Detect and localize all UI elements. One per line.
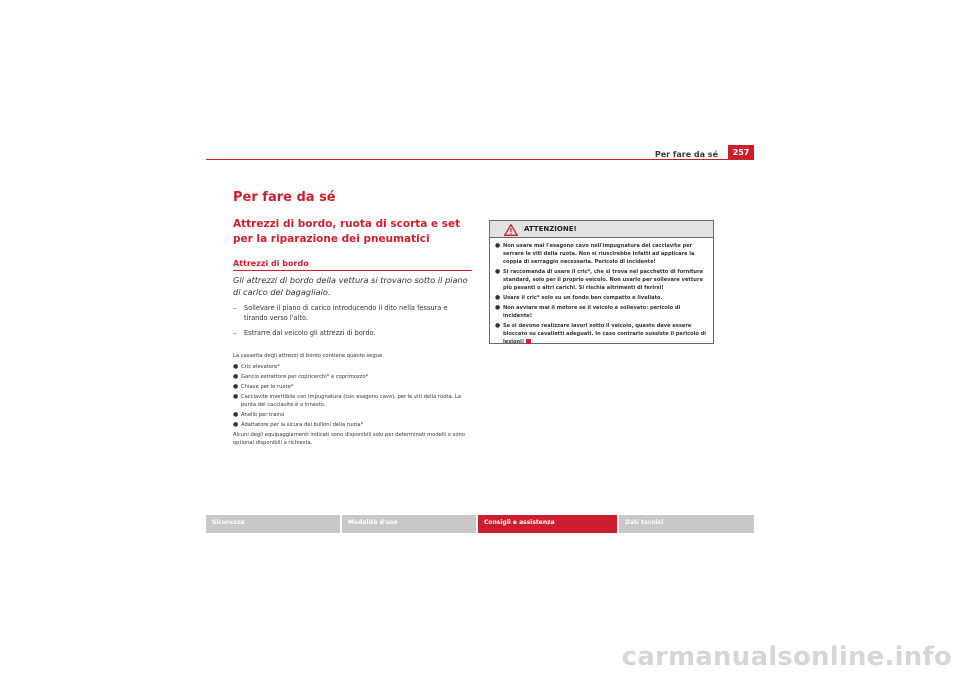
warning-triangle-icon bbox=[504, 224, 518, 236]
list-item: ● Adattatore per la sicura dei bulloni della ruota* bbox=[233, 421, 364, 428]
running-header-title: Per fare da sé bbox=[654, 150, 718, 159]
contents-block bbox=[233, 352, 473, 450]
step-item: – Estrarre dal veicolo gli attrezzi di bordo. bbox=[233, 329, 376, 337]
page-number: 257 bbox=[728, 145, 754, 160]
warning-header bbox=[490, 221, 713, 238]
warning-title: ATTENZIONE! bbox=[524, 225, 577, 233]
warning-item: ● Usare il cric* solo su un fondo ben compatto e livellato. bbox=[495, 294, 663, 301]
list-item: ● Chiave per le ruote* bbox=[233, 383, 294, 390]
footer-tab-sicurezza[interactable]: Sicurezza bbox=[206, 515, 340, 533]
warning-body bbox=[495, 242, 709, 348]
watermark: carmanualsonline.info bbox=[621, 642, 952, 672]
warning-item: ● Se si devono realizzare lavori sotto il veicolo, questo deve essere bloccato su cavalletti adeguati. In caso contrario sussiste il pericolo di lesioni! bbox=[495, 322, 707, 345]
list-item: ● Gancio estrattore per copricerchi* e coprimozzo* bbox=[233, 373, 369, 380]
footer-tab-modalita-uso[interactable]: Modalità d'uso bbox=[342, 515, 476, 533]
step-item: – Sollevare il piano di carico introducendo il dito nella fessura e tirando verso l'alto. bbox=[233, 304, 448, 322]
intro-text: Gli attrezzi di bordo della vettura si trovano sotto il piano di carico del bagagliaio. bbox=[233, 275, 468, 297]
contents-intro: La cassetta degli attrezzi di bordo contiene quanto segue bbox=[233, 353, 383, 359]
list-item: ● Cric elevatore* bbox=[233, 363, 280, 370]
footer-tab-dati-tecnici[interactable]: Dati tecnici bbox=[619, 515, 754, 533]
section-title: Per fare da sé bbox=[233, 190, 336, 205]
warning-item: ● Non usare mai l'esagono cavo nell'impugnatura del cacciavite per serrare le viti della ruota. Non si riuscirebbe infatti ad applicare la coppia di serraggio necessaria. Pericolo di incidente! bbox=[495, 242, 695, 265]
end-of-section-mark bbox=[526, 339, 531, 344]
warning-item: ● Si raccomanda di usare il cric*, che si trova nel pacchetto di fornitura standard, solo per il proprio veicolo. Non usarlo per sollevare vetture più pesanti o altri carichi. Si rischia altrimenti di ferirsi! bbox=[495, 268, 703, 291]
warning-box bbox=[489, 220, 714, 344]
topic-title: Attrezzi di bordo bbox=[233, 259, 309, 268]
topic-rule bbox=[233, 270, 472, 271]
warning-item: ● Non avviare mai il motore se il veicolo è sollevato: pericolo di incidente! bbox=[495, 304, 681, 319]
contents-note: Alcuni degli equipaggiamenti indicati sono disponibili solo per determinati modelli o sono optional disponibili a richiesta. bbox=[233, 432, 465, 446]
step-list bbox=[233, 304, 473, 345]
list-item: ● Anello per traino bbox=[233, 411, 285, 418]
list-item: ● Cacciavite invertibile con impugnatura (con esagono cavo), per le viti della ruota. La punta del cacciavite è a innesto. bbox=[233, 393, 461, 408]
footer-tab-consigli-assistenza[interactable]: Consigli e assistenza bbox=[478, 515, 617, 533]
subsection-title: Attrezzi di bordo, ruota di scorta e set per la riparazione dei pneumatici bbox=[233, 218, 461, 245]
